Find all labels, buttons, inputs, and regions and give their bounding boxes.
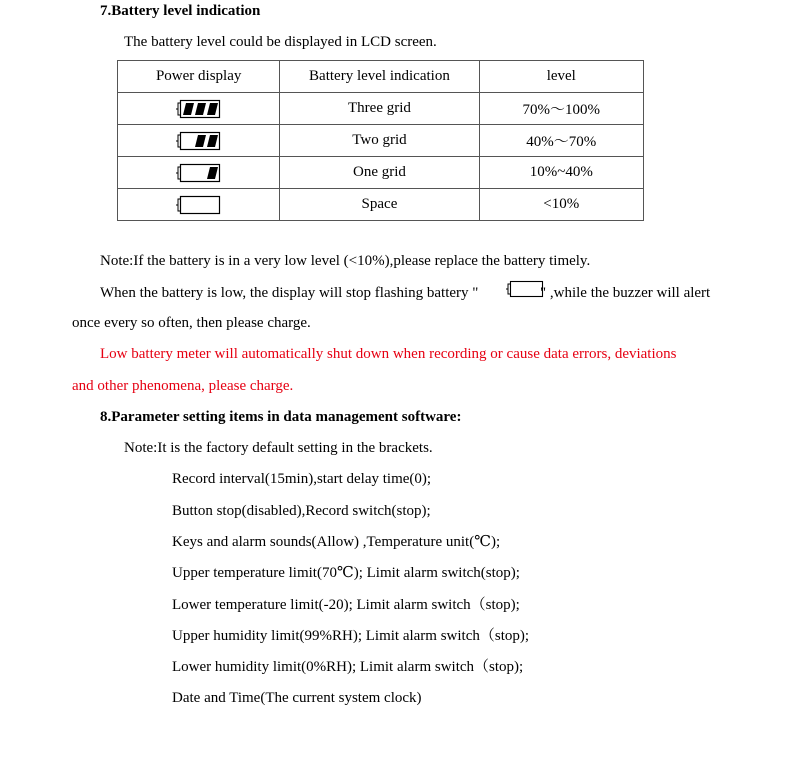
power-display-cell bbox=[118, 93, 280, 125]
level-cell: 70%～100% bbox=[479, 93, 643, 125]
table-row bbox=[118, 157, 644, 189]
battery-empty-inline-icon bbox=[506, 280, 544, 298]
warning-line-1: Low battery meter will automatically shut down when recording or cause data errors, deviations bbox=[100, 346, 677, 362]
low-level-note: Note:If the battery is in a very low level (<10%),please replace the battery timely. bbox=[100, 253, 591, 269]
level-cell: 10%~40% bbox=[479, 157, 643, 189]
power-display-cell bbox=[118, 189, 280, 221]
low-battery-text-continued: once every so often, then please charge. bbox=[72, 315, 311, 331]
table-row bbox=[118, 189, 644, 221]
level-cell: <10% bbox=[479, 189, 643, 221]
level-cell: 40%～70% bbox=[479, 125, 643, 157]
low-battery-text-end: " ,while the buzzer will alert bbox=[540, 285, 711, 301]
header-level: level bbox=[479, 61, 643, 93]
header-power-display: Power display bbox=[118, 61, 280, 93]
table-header-row bbox=[118, 61, 644, 93]
battery-two-grid-icon bbox=[176, 130, 222, 152]
list-item: Button stop(disabled),Record switch(stop); bbox=[172, 503, 431, 519]
low-battery-text-start: When the battery is low, the display will stop flashing battery " bbox=[100, 285, 479, 301]
table-row bbox=[118, 93, 644, 125]
list-item: Lower temperature limit(-20); Limit alarm switch（stop); bbox=[172, 597, 520, 613]
power-display-cell bbox=[118, 125, 280, 157]
indication-cell: One grid bbox=[280, 157, 479, 189]
list-item: Date and Time(The current system clock) bbox=[172, 690, 422, 706]
battery-level-table bbox=[117, 60, 644, 221]
header-battery-level-indication: Battery level indication bbox=[280, 61, 479, 93]
power-display-cell bbox=[118, 157, 280, 189]
list-item: Record interval(15min),start delay time(0); bbox=[172, 471, 432, 487]
section-8-heading: 8.Parameter setting items in data management software: bbox=[100, 409, 462, 425]
list-item: Keys and alarm sounds(Allow) ,Temperature unit(℃); bbox=[172, 534, 501, 550]
list-item: Upper humidity limit(99%RH); Limit alarm switch（stop); bbox=[172, 628, 530, 644]
battery-one-grid-icon bbox=[176, 162, 222, 184]
battery-three-grid-icon bbox=[176, 98, 222, 120]
indication-cell: Two grid bbox=[280, 125, 479, 157]
indication-cell: Three grid bbox=[280, 93, 479, 125]
warning-line-2: and other phenomena, please charge. bbox=[72, 378, 294, 394]
section-8-note: Note:It is the factory default setting in the brackets. bbox=[124, 440, 433, 456]
section-7-intro: The battery level could be displayed in LCD screen. bbox=[124, 34, 437, 50]
battery-empty-icon bbox=[176, 194, 222, 216]
table-row bbox=[118, 125, 644, 157]
list-item: Upper temperature limit(70℃); Limit alarm switch(stop); bbox=[172, 565, 520, 581]
list-item: Lower humidity limit(0%RH); Limit alarm switch（stop); bbox=[172, 659, 524, 675]
section-7-heading: 7.Battery level indication bbox=[100, 3, 261, 19]
indication-cell: Space bbox=[280, 189, 479, 221]
